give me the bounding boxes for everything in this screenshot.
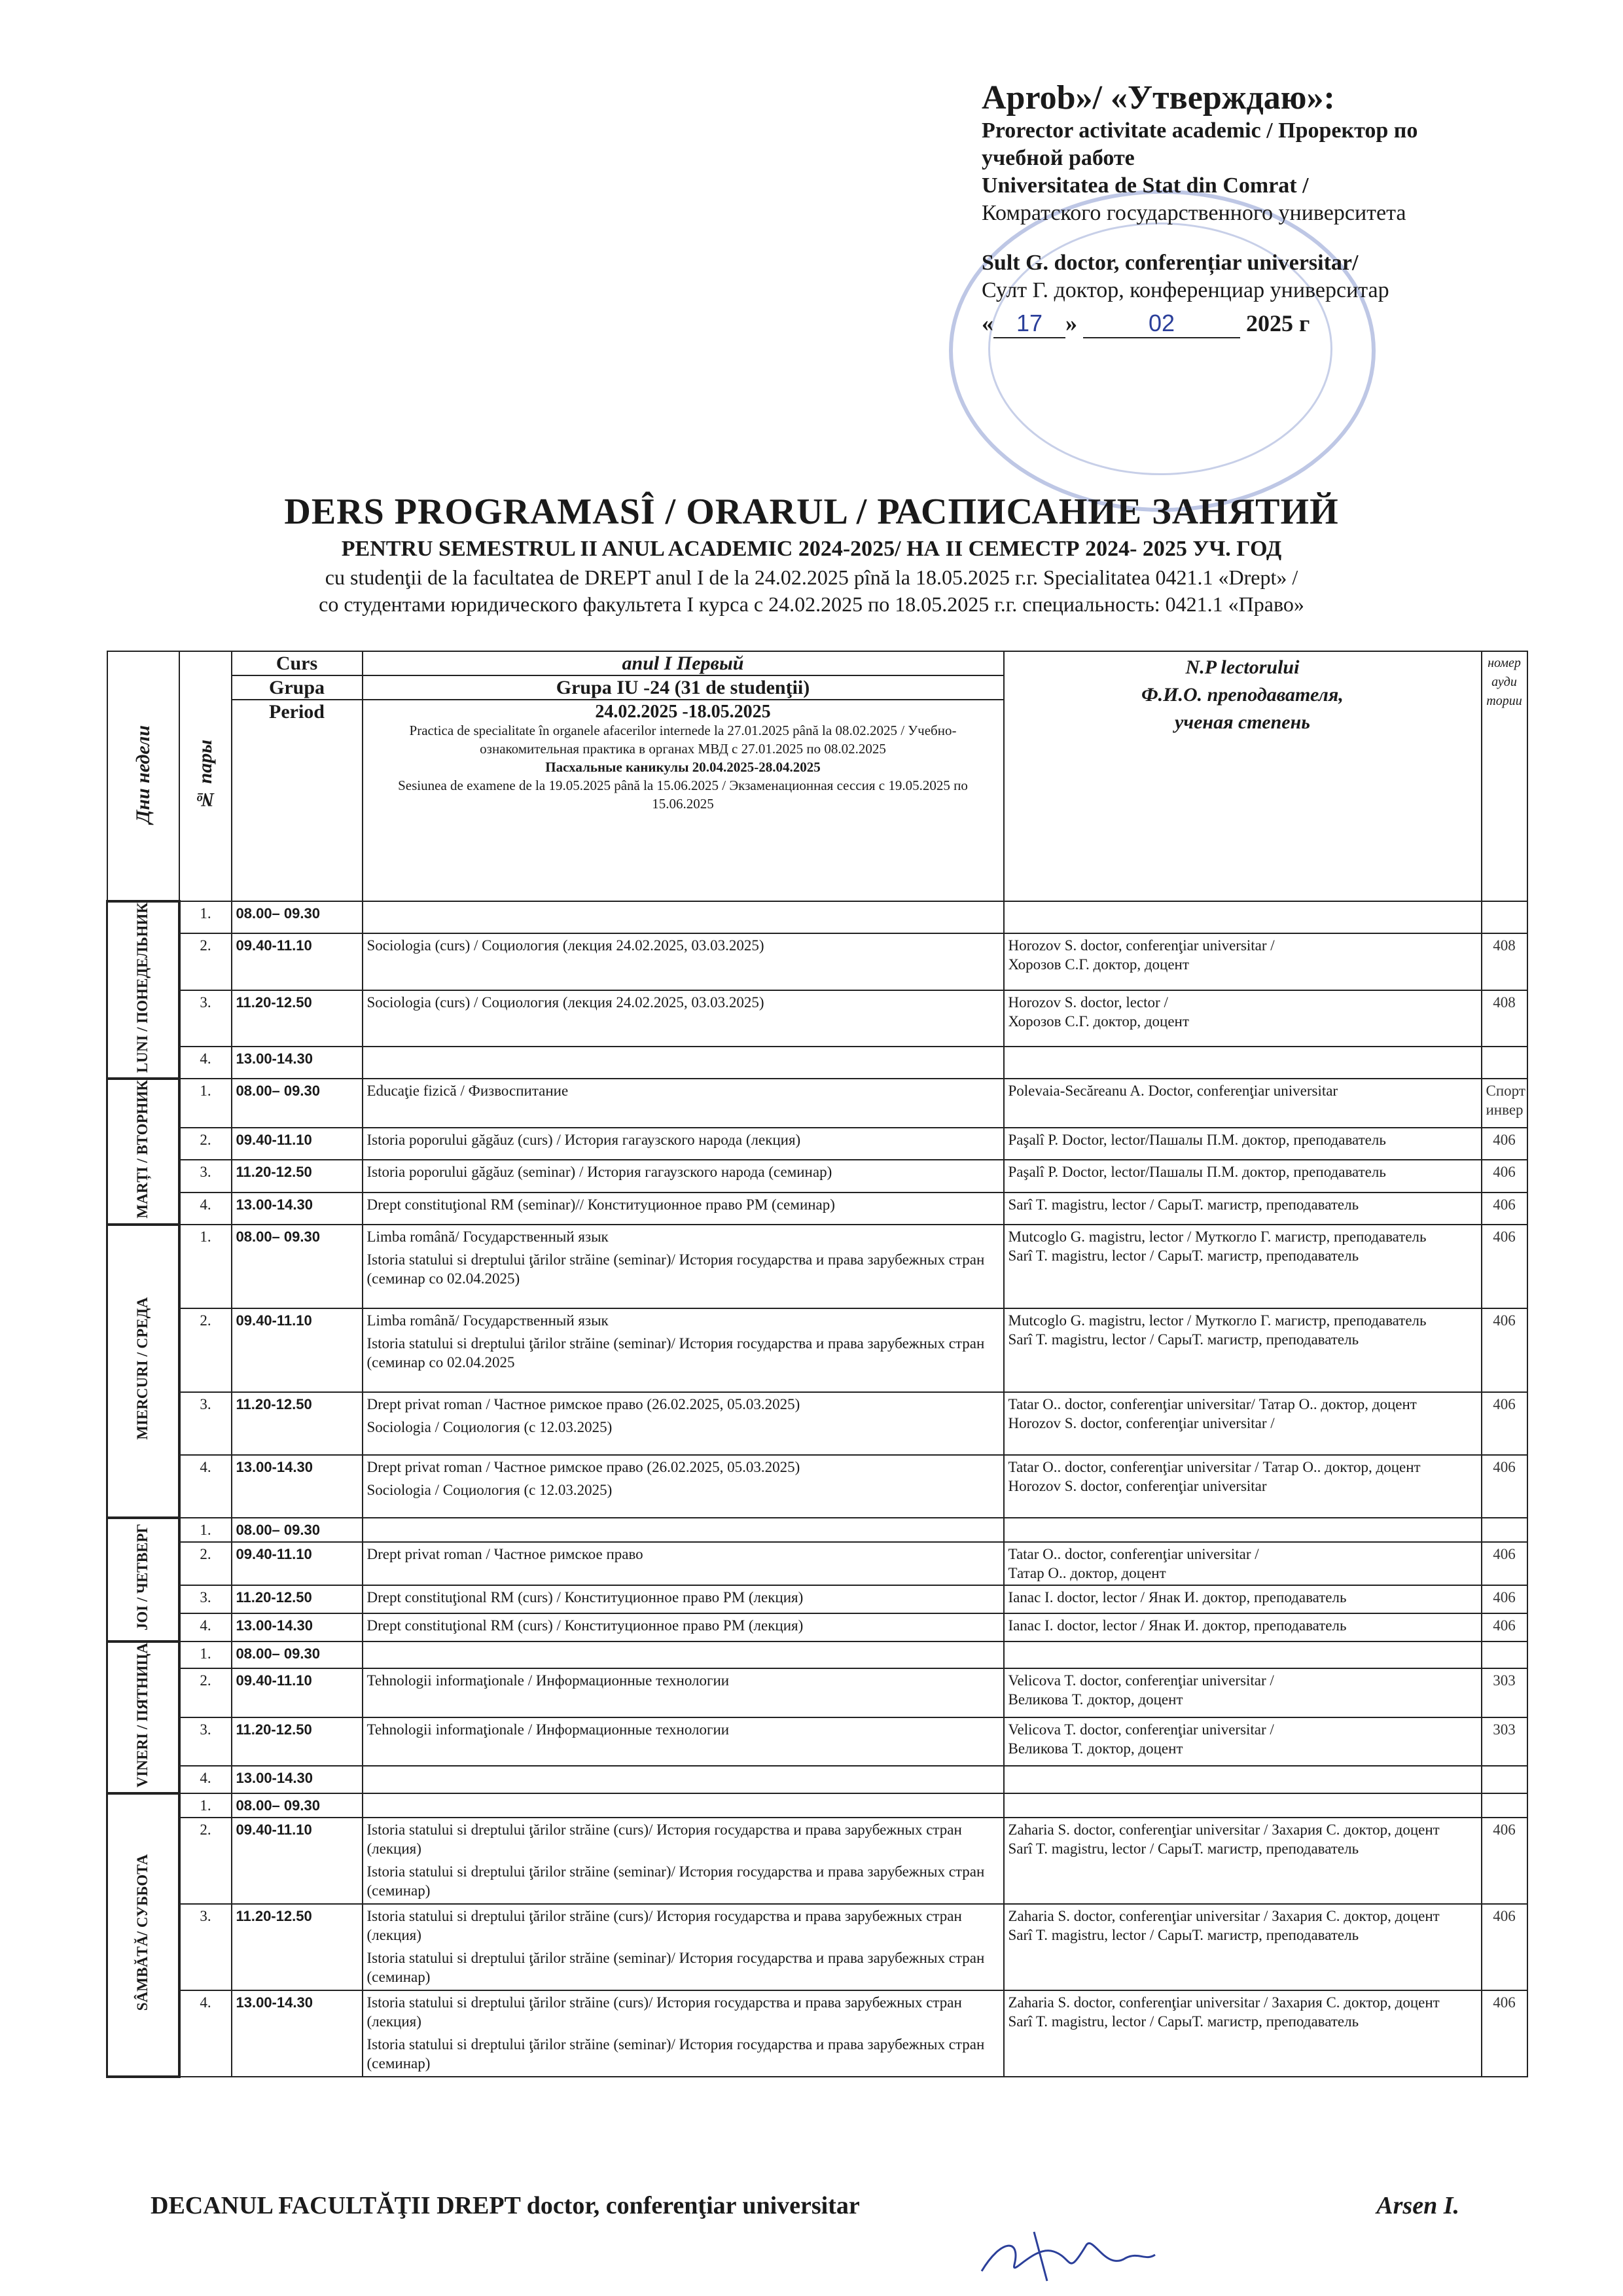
room-number: 406 (1482, 1392, 1527, 1455)
schedule-row (107, 1079, 1527, 1128)
schedule-row (107, 1225, 1527, 1308)
room-number (1482, 1793, 1527, 1818)
pair-number: 2. (179, 1668, 232, 1717)
subject-cell (363, 1904, 1004, 1990)
lecturer-cell (1004, 1193, 1482, 1225)
pair-number: 4. (179, 1613, 232, 1641)
approval-block (982, 79, 1544, 338)
subject-primary: Istoria poporului găgăuz (curs) / История гагаузского народа (лекция) (366, 1132, 801, 1149)
date-open-quote: « (982, 310, 993, 336)
lecturer-primary: Ianac I. doctor, lector / Янак И. доктор, преподаватель (1008, 1588, 1347, 1605)
lecturer-secondary: Sarî T. magistru, lector / СарыТ. магистр, преподаватель (1008, 2013, 1359, 2030)
lecturer-cell (1004, 1613, 1482, 1641)
lecturer-primary: Horozov S. doctor, conferenţiar universitar / (1008, 937, 1275, 954)
date-year: 2025 г (1246, 310, 1310, 336)
lecturer-cell (1004, 1160, 1482, 1192)
period-details (363, 700, 1004, 901)
pair-number: 4. (179, 1047, 232, 1079)
pair-time: 09.40-11.10 (232, 933, 363, 990)
lecturer-primary: Polevaia-Secăreanu A. Doctor, conferenţiar universitar (1008, 1083, 1338, 1100)
pair-number: 2. (179, 1818, 232, 1904)
pair-number: 4. (179, 1455, 232, 1518)
lecturer-cell (1004, 1641, 1482, 1669)
room-column-header: номер ауди тории (1482, 651, 1527, 901)
lecturer-cell (1004, 1079, 1482, 1128)
subject-cell (363, 990, 1004, 1047)
date-month: 02 (1083, 310, 1240, 338)
subject-cell (363, 1990, 1004, 2077)
schedule-row (107, 1193, 1527, 1225)
room-number: 406 (1482, 1193, 1527, 1225)
room-number: 408 (1482, 990, 1527, 1047)
lecturer-cell (1004, 1308, 1482, 1392)
pair-number: 3. (179, 990, 232, 1047)
schedule-row (107, 1047, 1527, 1079)
lecturer-secondary: Horozov S. doctor, conferenţiar universitar (1008, 1477, 1267, 1494)
pair-number: 1. (179, 1518, 232, 1542)
room-number: 406 (1482, 1585, 1527, 1613)
pair-number: 1. (179, 1079, 232, 1128)
subject-primary: Sociologia (curs) / Социология (лекция 24.02.2025, 03.03.2025) (366, 994, 764, 1011)
subject-primary: Drept constituţional RM (curs) / Конституционное право РМ (лекция) (366, 1588, 804, 1605)
lecturer-cell (1004, 933, 1482, 990)
grupa-header: Grupa (232, 675, 363, 700)
pair-time: 08.00– 09.30 (232, 901, 363, 933)
schedule-row (107, 1818, 1527, 1904)
lecturer-primary: Sarî T. magistru, lector / СарыТ. магистр, преподаватель (1008, 1196, 1359, 1213)
lecturer-primary: Paşalî P. Doctor, lector/Пашалы П.М. доктор, преподаватель (1008, 1132, 1386, 1149)
lecturer-cell (1004, 1392, 1482, 1455)
pair-time: 13.00-14.30 (232, 1047, 363, 1079)
lecturer-cell (1004, 901, 1482, 933)
subject-secondary: Sociologia / Социология (с 12.03.2025) (366, 1481, 613, 1498)
lecturer-primary: Zaharia S. doctor, conferenţiar universitar / Захария С. доктор, доцент (1008, 1994, 1440, 2011)
lecturer-cell (1004, 1717, 1482, 1766)
room-number: 408 (1482, 933, 1527, 990)
handwritten-signature (975, 2225, 1158, 2284)
pair-time: 11.20-12.50 (232, 1904, 363, 1990)
document-title: DERS PROGRAMASÎ / ORARUL / РАСПИСАНИЕ ЗАНЯТИЙ (284, 492, 1339, 532)
lecturer-cell (1004, 1455, 1482, 1518)
pair-time: 09.40-11.10 (232, 1308, 363, 1392)
lecturer-primary: Tatar O.. doctor, conferenţiar universitar/ Татар О.. доктор, доцент (1008, 1395, 1417, 1412)
subject-primary: Limba română/ Государственный язык (366, 1228, 609, 1245)
subject-cell (363, 901, 1004, 933)
document-description-ru: со студентами юридического факультета I курса с 24.02.2025 по 18.05.2025 г.г. специальность: 0421.1 «Право» (319, 592, 1304, 616)
document-titles (98, 491, 1525, 617)
subject-primary: Drept privat roman / Частное римское право (366, 1545, 643, 1562)
pair-number: 4. (179, 1766, 232, 1793)
subject-secondary: Istoria statului si dreptului ţărilor străine (seminar)/ История государства и права зарубежных стран (семинар со 02.04.2025) (366, 1251, 985, 1287)
approval-title: Aprob»/ «Утверждаю»: (982, 79, 1335, 117)
pair-time: 09.40-11.10 (232, 1128, 363, 1160)
room-number: 406 (1482, 1818, 1527, 1904)
lecturer-primary: Horozov S. doctor, lector / (1008, 994, 1168, 1011)
lecturer-cell (1004, 990, 1482, 1047)
year-header: anul I Первый (363, 651, 1004, 675)
pair-time: 13.00-14.30 (232, 1766, 363, 1793)
lecturer-primary: Velicova T. doctor, conferenţiar universitar / (1008, 1672, 1274, 1689)
schedule-row (107, 1641, 1527, 1669)
practice-note: Practica de specialitate în organele afacerilor internede la 27.01.2025 până la 08.02.2025 / Учебно-ознакомительная практика в органах МВД с 27.01.2025 по 08.02.2025 (409, 723, 957, 757)
room-number (1482, 1518, 1527, 1542)
pair-number: 4. (179, 1193, 232, 1225)
pair-number: 1. (179, 1225, 232, 1308)
pair-number: 2. (179, 1542, 232, 1585)
lecturer-cell (1004, 1766, 1482, 1793)
subject-primary: Istoria poporului găgăuz (seminar) / История гагаузского народа (семинар) (366, 1164, 832, 1181)
lecturer-secondary: Великова Т. доктор, доцент (1008, 1740, 1183, 1757)
pair-time: 11.20-12.50 (232, 990, 363, 1047)
pair-number: 2. (179, 933, 232, 990)
lecturer-header-line-2: Ф.И.О. преподавателя, (1141, 684, 1344, 706)
lecturer-cell (1004, 1518, 1482, 1542)
room-number: 406 (1482, 1613, 1527, 1641)
pair-number: 2. (179, 1128, 232, 1160)
schedule-row (107, 1904, 1527, 1990)
subject-cell (363, 933, 1004, 990)
lecturer-cell (1004, 1904, 1482, 1990)
subject-primary: Drept constituţional RM (seminar)// Конституционное право РМ (семинар) (366, 1196, 835, 1213)
pair-number: 1. (179, 1641, 232, 1669)
pair-time: 09.40-11.10 (232, 1818, 363, 1904)
pair-number: 1. (179, 901, 232, 933)
subject-secondary: Istoria statului si dreptului ţărilor străine (seminar)/ История государства и права зарубежных стран (семинар со 02.04.2025 (366, 1335, 985, 1371)
pair-time: 11.20-12.50 (232, 1160, 363, 1192)
pair-time: 13.00-14.30 (232, 1613, 363, 1641)
subject-cell (363, 1613, 1004, 1641)
schedule-row (107, 1585, 1527, 1613)
lecturer-primary: Tatar O.. doctor, conferenţiar universitar / (1008, 1545, 1259, 1562)
pair-time: 11.20-12.50 (232, 1717, 363, 1766)
schedule-row (107, 1793, 1527, 1818)
room-number: 406 (1482, 1455, 1527, 1518)
pair-time: 09.40-11.10 (232, 1542, 363, 1585)
dean-signature-line (151, 2191, 1459, 2220)
pair-number: 1. (179, 1793, 232, 1818)
date-day: 17 (993, 310, 1065, 338)
schedule-row (107, 1766, 1527, 1793)
schedule-row (107, 1668, 1527, 1717)
room-number (1482, 1766, 1527, 1793)
room-number: 406 (1482, 1225, 1527, 1308)
subject-primary: Drept privat roman / Частное римское право (26.02.2025, 05.03.2025) (366, 1458, 800, 1475)
subject-cell (363, 1193, 1004, 1225)
lecturer-primary: Ianac I. doctor, lector / Янак И. доктор, преподаватель (1008, 1617, 1347, 1634)
subject-secondary: Istoria statului si dreptului ţărilor străine (seminar)/ История государства и права зарубежных стран (семинар) (366, 1949, 985, 1985)
lecturer-cell (1004, 1668, 1482, 1717)
room-number: Спорт инвер (1482, 1079, 1527, 1128)
pair-time: 08.00– 09.30 (232, 1225, 363, 1308)
dean-name: Arsen I. (1376, 2192, 1459, 2219)
lecturer-secondary: Татар О.. доктор, доцент (1008, 1564, 1166, 1581)
subject-primary: Istoria statului si dreptului ţărilor străine (curs)/ История государства и права зарубежных стран (лекция) (366, 1821, 962, 1857)
lecturer-cell (1004, 1793, 1482, 1818)
subject-cell (363, 1793, 1004, 1818)
approval-line-6: Султ Г. доктор, конференциар университар (982, 278, 1389, 302)
period-header: Period (232, 700, 363, 901)
pair-time: 13.00-14.30 (232, 1990, 363, 2077)
schedule-row (107, 1160, 1527, 1192)
lecturer-secondary: Хорозов С.Г. доктор, доцент (1008, 956, 1189, 973)
pair-number: 2. (179, 1308, 232, 1392)
approval-line-2: учебной работе (982, 146, 1135, 170)
schedule-row (107, 1542, 1527, 1585)
pair-time: 08.00– 09.30 (232, 1079, 363, 1128)
date-close-quote: » (1065, 310, 1077, 336)
pair-number: 3. (179, 1585, 232, 1613)
lecturer-primary: Mutcoglo G. magistru, lector / Муткогло Г. магистр, преподаватель (1008, 1312, 1427, 1329)
pair-number: 3. (179, 1392, 232, 1455)
lecturer-secondary: Sarî T. magistru, lector / СарыТ. магистр, преподаватель (1008, 1926, 1359, 1943)
dean-title: DECANUL FACULTĂŢII DREPT doctor, conferenţiar universitar (151, 2192, 860, 2219)
lecturer-cell (1004, 1542, 1482, 1585)
schedule-row (107, 990, 1527, 1047)
day-label: LUNI / ПОНЕДЕЛЬНИК (107, 901, 179, 1079)
subject-cell (363, 1392, 1004, 1455)
day-label: SÂMBĂTĂ/ СУББОТА (107, 1793, 179, 2077)
holiday-note: Пасхальные каникулы 20.04.2025-28.04.2025 (545, 759, 821, 775)
subject-cell (363, 1518, 1004, 1542)
room-number (1482, 1047, 1527, 1079)
approval-line-5: Sult G. doctor, conferențiar universitar/ (982, 251, 1359, 275)
subject-primary: Istoria statului si dreptului ţărilor străine (curs)/ История государства и права зарубежных стран (лекция) (366, 1907, 962, 1943)
document-description-ro: cu studenţii de la facultatea de DREPT anul I de la 24.02.2025 pînă la 18.05.2025 г.г. Specialitatea 0421.1 «Drept» / (325, 565, 1298, 589)
lecturer-secondary: Sarî T. magistru, lector / СарыТ. магистр, преподаватель (1008, 1331, 1359, 1348)
header-row-curs (107, 651, 1527, 675)
lecturer-cell (1004, 1585, 1482, 1613)
subject-cell (363, 1585, 1004, 1613)
lecturer-column-header (1004, 651, 1482, 901)
pair-time: 08.00– 09.30 (232, 1641, 363, 1669)
pair-number: 4. (179, 1990, 232, 2077)
schedule-row (107, 901, 1527, 933)
days-column-header: Дни недели (107, 651, 179, 901)
subject-primary: Istoria statului si dreptului ţărilor străine (curs)/ История государства и права зарубежных стран (лекция) (366, 1994, 962, 2030)
room-number: 406 (1482, 1542, 1527, 1585)
subject-cell (363, 1047, 1004, 1079)
lecturer-primary: Mutcoglo G. magistru, lector / Муткогло Г. магистр, преподаватель (1008, 1228, 1427, 1245)
subject-cell (363, 1455, 1004, 1518)
approval-date (982, 310, 1544, 338)
subject-primary: Drept constituţional RM (curs) / Конституционное право РМ (лекция) (366, 1617, 804, 1634)
subject-primary: Limba română/ Государственный язык (366, 1312, 609, 1329)
lecturer-cell (1004, 1818, 1482, 1904)
pair-number: 3. (179, 1904, 232, 1990)
lecturer-header-line-3: ученая степень (1175, 711, 1310, 733)
lecturer-primary: Velicova T. doctor, conferenţiar universitar / (1008, 1721, 1274, 1738)
schedule-row (107, 1990, 1527, 2077)
subject-cell (363, 1641, 1004, 1669)
pair-time: 13.00-14.30 (232, 1455, 363, 1518)
room-number: 303 (1482, 1717, 1527, 1766)
lecturer-header-line-1: N.P lectorului (1185, 656, 1300, 678)
schedule-row (107, 933, 1527, 990)
schedule-row (107, 1128, 1527, 1160)
lecturer-cell (1004, 1225, 1482, 1308)
lecturer-secondary: Хорозов С.Г. доктор, доцент (1008, 1013, 1189, 1030)
pair-time: 09.40-11.10 (232, 1668, 363, 1717)
lecturer-secondary: Sarî T. magistru, lector / СарыТ. магистр, преподаватель (1008, 1247, 1359, 1264)
lecturer-cell (1004, 1128, 1482, 1160)
exam-session-note: Sesiunea de examene de la 19.05.2025 până la 15.06.2025 / Экзаменационная сессия с 19.05.2025 по 15.06.2025 (398, 778, 968, 812)
lecturer-primary: Zaharia S. doctor, conferenţiar universitar / Захария С. доктор, доцент (1008, 1821, 1440, 1838)
pair-time: 13.00-14.30 (232, 1193, 363, 1225)
schedule-row (107, 1717, 1527, 1766)
lecturer-primary: Zaharia S. doctor, conferenţiar universitar / Захария С. доктор, доцент (1008, 1907, 1440, 1924)
pair-time: 08.00– 09.30 (232, 1518, 363, 1542)
schedule-row (107, 1518, 1527, 1542)
approval-line-3: Universitatea de Stat din Comrat / (982, 173, 1309, 198)
approval-line-1: Prorector activitate academic / Проректор по (982, 118, 1418, 143)
room-number: 303 (1482, 1668, 1527, 1717)
subject-primary: Tehnologii informaţionale / Информационные технологии (366, 1672, 730, 1689)
pair-column-header: № пары (179, 651, 232, 901)
subject-cell (363, 1308, 1004, 1392)
approval-line-4: Комратского государственного университета (982, 201, 1406, 225)
lecturer-cell (1004, 1990, 1482, 2077)
room-number: 406 (1482, 1160, 1527, 1192)
day-label: MARȚI / ВТОРНИК (107, 1079, 179, 1225)
schedule-row (107, 1455, 1527, 1518)
room-number: 406 (1482, 1128, 1527, 1160)
schedule-table (106, 651, 1528, 2078)
lecturer-cell (1004, 1047, 1482, 1079)
day-label: JOI / ЧЕТВЕРГ (107, 1518, 179, 1641)
group-name: Grupa IU -24 (31 de studenţii) (363, 675, 1004, 700)
subject-cell (363, 1766, 1004, 1793)
subject-cell (363, 1717, 1004, 1766)
subject-secondary: Sociologia / Социология (с 12.03.2025) (366, 1418, 613, 1435)
lecturer-secondary: Великова Т. доктор, доцент (1008, 1691, 1183, 1708)
subject-secondary: Istoria statului si dreptului ţărilor străine (seminar)/ История государства и права зарубежных стран (семинар) (366, 1863, 985, 1899)
curs-header: Curs (232, 651, 363, 675)
schedule-row (107, 1392, 1527, 1455)
period-dates: 24.02.2025 -18.05.2025 (595, 702, 771, 722)
room-number (1482, 901, 1527, 933)
room-number: 406 (1482, 1904, 1527, 1990)
document-subtitle: PENTRU SEMESTRUL II ANUL ACADEMIC 2024-2025/ НА II СЕМЕСТР 2024- 2025 УЧ. ГОД (341, 537, 1282, 561)
pair-time: 11.20-12.50 (232, 1392, 363, 1455)
subject-cell (363, 1668, 1004, 1717)
pair-number: 3. (179, 1160, 232, 1192)
pair-time: 08.00– 09.30 (232, 1793, 363, 1818)
subject-cell (363, 1542, 1004, 1585)
subject-primary: Drept privat roman / Частное римское право (26.02.2025, 05.03.2025) (366, 1395, 800, 1412)
subject-primary: Sociologia (curs) / Социология (лекция 24.02.2025, 03.03.2025) (366, 937, 764, 954)
lecturer-primary: Tatar O.. doctor, conferenţiar universitar / Татар О.. доктор, доцент (1008, 1458, 1421, 1475)
pair-number: 3. (179, 1717, 232, 1766)
day-label: VINERI / ПЯТНИЦА (107, 1641, 179, 1793)
subject-secondary: Istoria statului si dreptului ţărilor străine (seminar)/ История государства и права зарубежных стран (семинар) (366, 2036, 985, 2072)
room-number: 406 (1482, 1990, 1527, 2077)
lecturer-secondary: Horozov S. doctor, conferenţiar universitar / (1008, 1414, 1275, 1431)
pair-time: 11.20-12.50 (232, 1585, 363, 1613)
subject-cell (363, 1160, 1004, 1192)
day-label: MIERCURI / СРЕДА (107, 1225, 179, 1518)
subject-cell (363, 1079, 1004, 1128)
room-number (1482, 1641, 1527, 1669)
subject-primary: Tehnologii informaţionale / Информационные технологии (366, 1721, 730, 1738)
schedule-row (107, 1613, 1527, 1641)
room-number: 406 (1482, 1308, 1527, 1392)
subject-primary: Educaţie fizică / Физвоспитание (366, 1083, 569, 1100)
subject-cell (363, 1818, 1004, 1904)
lecturer-secondary: Sarî T. magistru, lector / СарыТ. магистр, преподаватель (1008, 1840, 1359, 1857)
lecturer-primary: Paşalî P. Doctor, lector/Пашалы П.М. доктор, преподаватель (1008, 1164, 1386, 1181)
schedule-row (107, 1308, 1527, 1392)
subject-cell (363, 1225, 1004, 1308)
subject-cell (363, 1128, 1004, 1160)
